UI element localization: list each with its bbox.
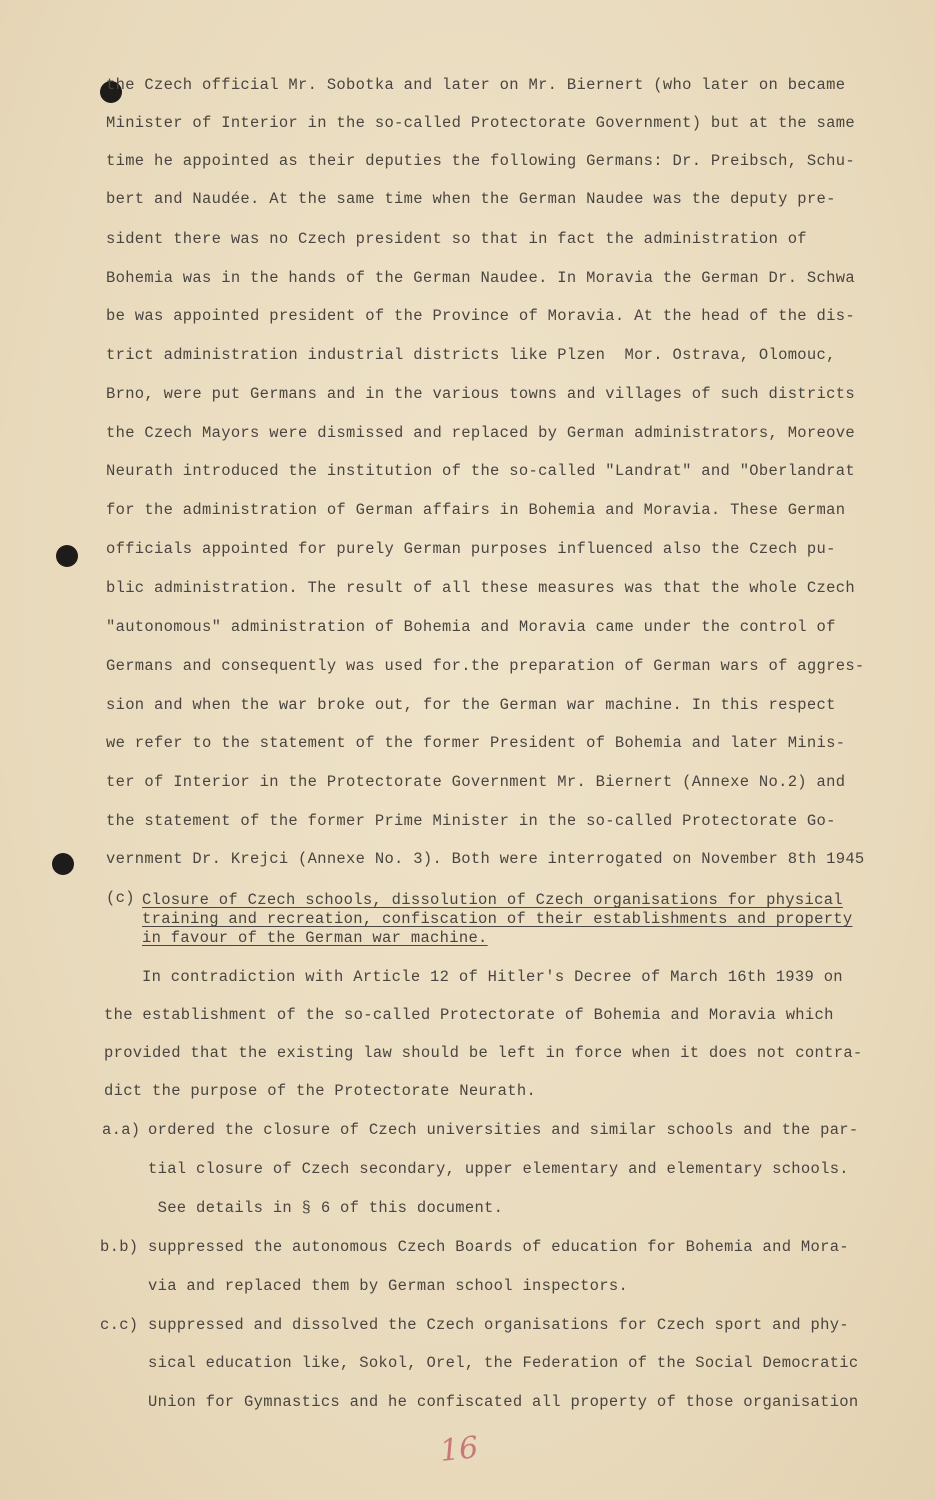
list-item-line: Union for Gymnastics and he confiscated all property of those organisation xyxy=(148,1393,859,1411)
section-heading-line: training and recreation, confiscation of their establishments and property xyxy=(142,910,853,928)
section-label: (c) xyxy=(106,889,135,907)
text-line: "autonomous" administration of Bohemia and Moravia came under the control of xyxy=(106,618,836,636)
text-line: officials appointed for purely German purposes influenced also the Czech pu- xyxy=(106,540,836,558)
text-line: Brno, were put Germans and in the various towns and villages of such districts xyxy=(106,385,855,403)
text-line: Bohemia was in the hands of the German Naudee. In Moravia the German Dr. Schwa xyxy=(106,269,855,287)
list-item-line: sical education like, Sokol, Orel, the Federation of the Social Democratic xyxy=(148,1354,859,1372)
list-item-line: suppressed and dissolved the Czech organisations for Czech sport and phy- xyxy=(148,1316,849,1334)
text-line: be was appointed president of the Province of Moravia. At the head of the dis- xyxy=(106,307,855,325)
intro-line: the establishment of the so-called Protectorate of Bohemia and Moravia which xyxy=(104,1006,834,1024)
text-line: Neurath introduced the institution of the so-called "Landrat" and "Oberlandrat xyxy=(106,462,855,480)
text-line: ter of Interior in the Protectorate Government Mr. Biernert (Annexe No.2) and xyxy=(106,773,846,791)
list-item-label: a.a) xyxy=(102,1121,141,1139)
intro-line: provided that the existing law should be left in force when it does not contra- xyxy=(104,1044,863,1062)
list-item-line: via and replaced them by German school inspectors. xyxy=(148,1277,629,1295)
text-line: the Czech Mayors were dismissed and replaced by German administrators, Moreove xyxy=(106,424,855,442)
intro-line: dict the purpose of the Protectorate Neurath. xyxy=(104,1082,537,1100)
punch-hole-middle xyxy=(56,545,78,567)
list-item-line: tial closure of Czech secondary, upper elementary and elementary schools. xyxy=(148,1160,849,1178)
text-line: vernment Dr. Krejci (Annexe No. 3). Both were interrogated on November 8th 1945 xyxy=(106,850,865,868)
intro-line: In contradiction with Article 12 of Hitler's Decree of March 16th 1939 on xyxy=(142,968,843,986)
text-line: bert and Naudée. At the same time when the German Naudee was the deputy pre- xyxy=(106,190,836,208)
section-heading-line: in favour of the German war machine. xyxy=(142,929,488,947)
text-line: the Czech official Mr. Sobotka and later on Mr. Biernert (who later on became xyxy=(106,76,846,94)
text-line: for the administration of German affairs in Bohemia and Moravia. These German xyxy=(106,501,846,519)
list-item-line: ordered the closure of Czech universities and similar schools and the par- xyxy=(148,1121,859,1139)
text-line: Minister of Interior in the so-called Protectorate Government) but at the same xyxy=(106,114,855,132)
page-number-mark: 16 xyxy=(438,1430,480,1469)
text-line: time he appointed as their deputies the following Germans: Dr. Preibsch, Schu- xyxy=(106,152,855,170)
punch-hole-bottom xyxy=(52,853,74,875)
list-item-label: c.c) xyxy=(100,1316,139,1334)
text-line: we refer to the statement of the former President of Bohemia and later Minis- xyxy=(106,734,846,752)
list-item-line: See details in § 6 of this document. xyxy=(148,1199,504,1217)
list-item-line: suppressed the autonomous Czech Boards of education for Bohemia and Mora- xyxy=(148,1238,849,1256)
text-line: sident there was no Czech president so that in fact the administration of xyxy=(106,230,807,248)
text-line: Germans and consequently was used for.the preparation of German wars of aggres- xyxy=(106,657,865,675)
text-line: sion and when the war broke out, for the German war machine. In this respect xyxy=(106,696,836,714)
text-line: the statement of the former Prime Minister in the so-called Protectorate Go- xyxy=(106,812,836,830)
list-item-label: b.b) xyxy=(100,1238,139,1256)
text-line: trict administration industrial districts like Plzen Mor. Ostrava, Olomouc, xyxy=(106,346,836,364)
section-heading-line: Closure of Czech schools, dissolution of Czech organisations for physical xyxy=(142,891,843,909)
text-line: blic administration. The result of all these measures was that the whole Czech xyxy=(106,579,855,597)
